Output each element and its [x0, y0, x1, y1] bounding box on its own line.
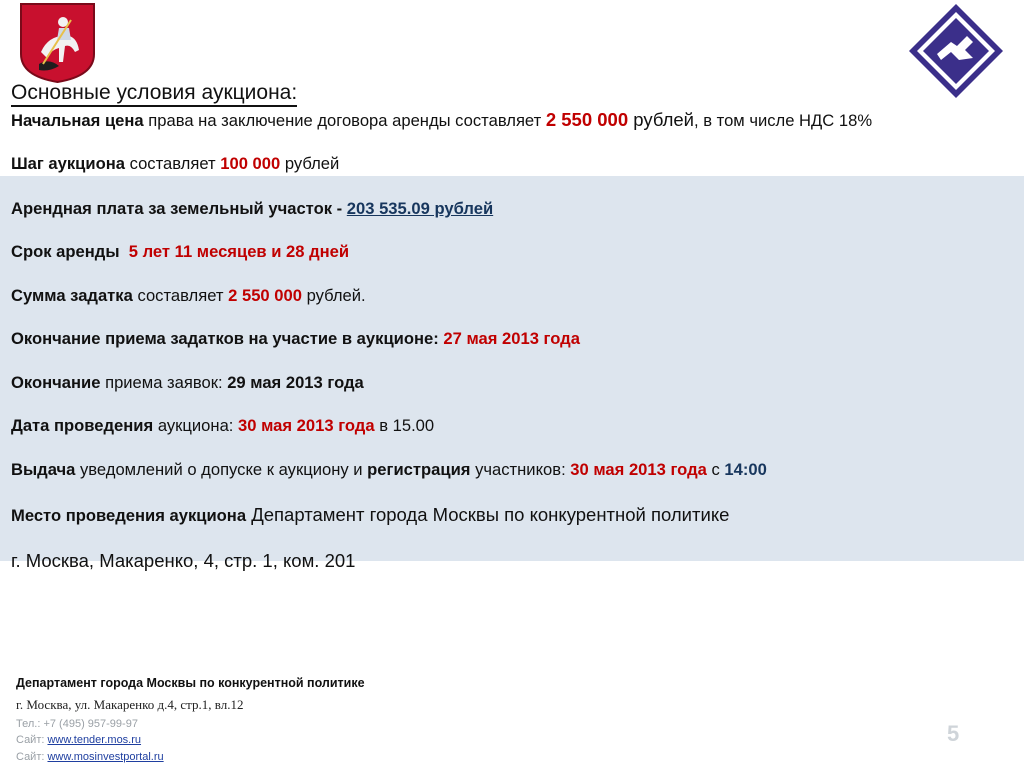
line-land-rent: Арендная плата за земельный участок - 203 535.09 рублей [11, 199, 494, 218]
line-auction-date: Дата проведения аукциона: 30 мая 2013 года в 15.00 [11, 416, 435, 435]
line-application-deadline: Окончание приема заявок: 29 мая 2013 года [11, 373, 364, 392]
line-auction-venue: Место проведения аукциона Департамент города Москвы по конкурентной политике [11, 504, 730, 525]
footer-site-investportal: Сайт: www.mosinvestportal.ru [16, 751, 164, 763]
footer-site-tender: Сайт: www.tender.mos.ru [16, 734, 142, 746]
page-number: 5 [947, 721, 960, 746]
footer-address: г. Москва, ул. Макаренко д.4, стр.1, вл.12 [16, 697, 244, 712]
line-deposit-deadline: Окончание приема задатков на участие в аукционе: 27 мая 2013 года [11, 329, 580, 348]
footer-phone: Тел.: +7 (495) 957-99-97 [16, 718, 138, 730]
tender-site-link[interactable]: www.tender.mos.ru [47, 734, 142, 746]
line-auction-step: Шаг аукциона составляет 100 000 рублей [11, 154, 340, 173]
line-venue-address: г. Москва, Макаренко, 4, стр. 1, ком. 201 [11, 550, 356, 571]
page-title: Основные условия аукциона: [11, 81, 297, 107]
footer-org-name: Департамент города Москвы по конкурентной политике [16, 676, 365, 690]
line-lease-term: Срок аренды 5 лет 11 месяцев и 28 дней [11, 242, 350, 261]
line-deposit: Сумма задатка составляет 2 550 000 рублей. [11, 286, 366, 305]
department-logo-icon [907, 2, 1005, 100]
investportal-site-link[interactable]: www.mosinvestportal.ru [47, 751, 164, 763]
line-registration: Выдача уведомлений о допуске к аукциону и регистрация участников: 30 мая 2013 года с 14:00 [11, 460, 767, 479]
line-initial-price: Начальная цена права на заключение договора аренды составляет 2 550 000 рублей, в том числе НДС 18% [11, 109, 873, 130]
moscow-coat-of-arms-icon [19, 2, 96, 84]
